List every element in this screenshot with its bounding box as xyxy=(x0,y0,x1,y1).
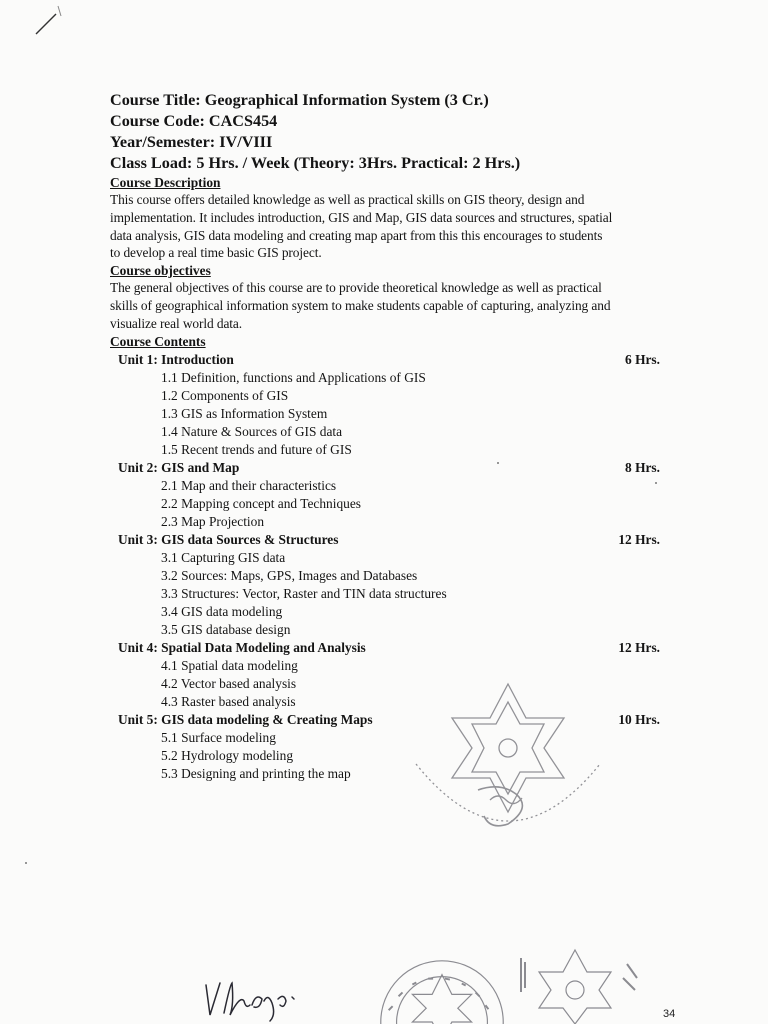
topic-item: 2.2 Mapping concept and Techniques xyxy=(161,495,361,511)
topic-item: 1.2 Components of GIS xyxy=(161,387,289,403)
objectives-line: The general objectives of this course are to provide theoretical knowledge as well as practical xyxy=(110,280,602,296)
topic-item: 5.3 Designing and printing the map xyxy=(161,765,351,781)
topic-item: 5.2 Hydrology modeling xyxy=(161,747,294,763)
topic-item: 1.1 Definition, functions and Applications of GIS xyxy=(161,369,426,385)
course-code: Course Code: CACS454 xyxy=(110,112,278,130)
unit-title: Unit 5: GIS data modeling & Creating Maps xyxy=(118,711,373,727)
objectives-line: visualize real world data. xyxy=(110,315,242,331)
course-contents-heading: Course Contents xyxy=(110,333,206,349)
unit-hours: 12 Hrs. xyxy=(618,531,660,547)
topic-item: 2.3 Map Projection xyxy=(161,513,265,529)
office-seal-stamp xyxy=(408,678,608,838)
unit-hours: 10 Hrs. xyxy=(618,711,660,727)
topic-item: 4.3 Raster based analysis xyxy=(161,693,296,709)
unit-title: Unit 4: Spatial Data Modeling and Analysis xyxy=(118,639,366,655)
topic-item: 5.1 Surface modeling xyxy=(161,729,276,745)
topic-item: 3.5 GIS database design xyxy=(161,621,291,637)
page-number: 34 xyxy=(663,1008,676,1020)
corner-pen-mark xyxy=(30,0,70,40)
round-seal-stamp xyxy=(372,945,512,1024)
unit-title: Unit 1: Introduction xyxy=(118,351,234,367)
unit-1 xyxy=(110,351,680,459)
topic-item: 2.1 Map and their characteristics xyxy=(161,477,337,493)
course-title: Course Title: Geographical Information System (3 Cr.) xyxy=(110,91,489,109)
unit-2 xyxy=(110,459,680,531)
topic-item: 3.3 Structures: Vector, Raster and TIN data structures xyxy=(161,585,447,601)
unit-hours: 6 Hrs. xyxy=(625,351,660,367)
course-objectives-text xyxy=(110,279,680,332)
topic-item: 1.4 Nature & Sources of GIS data xyxy=(161,423,343,439)
unit-header xyxy=(118,351,660,369)
unit-header xyxy=(118,459,660,477)
scan-speck xyxy=(655,482,657,484)
course-objectives-heading: Course objectives xyxy=(110,263,211,279)
topic-item: 3.4 GIS data modeling xyxy=(161,603,283,619)
unit-topics xyxy=(110,477,680,531)
unit-3 xyxy=(110,531,680,639)
scan-speck xyxy=(25,862,27,864)
class-load: Class Load: 5 Hrs. / Week (Theory: 3Hrs. Practical: 2 Hrs.) xyxy=(110,154,521,172)
year-semester: Year/Semester: IV/VIII xyxy=(110,133,273,151)
unit-topics xyxy=(110,549,680,639)
description-line: implementation. It includes introduction, GIS and Map, GIS data sources and structures, spatial xyxy=(110,209,613,225)
unit-hours: 12 Hrs. xyxy=(618,639,660,655)
topic-item: 3.2 Sources: Maps, GPS, Images and Databases xyxy=(161,567,418,583)
unit-title: Unit 2: GIS and Map xyxy=(118,459,240,475)
unit-topics xyxy=(110,369,680,459)
course-description-heading: Course Description xyxy=(110,175,221,190)
handwritten-signature xyxy=(200,975,330,1023)
unit-header xyxy=(118,531,660,549)
description-line: This course offers detailed knowledge as well as practical skills on GIS theory, design and xyxy=(110,192,585,207)
course-description-text xyxy=(110,191,680,262)
unit-hours: 8 Hrs. xyxy=(625,459,660,475)
topic-item: 3.1 Capturing GIS data xyxy=(161,549,286,565)
objectives-line: skills of geographical information system to make students capable of capturing, analyzing and xyxy=(110,297,611,313)
description-line: data analysis, GIS data modeling and creating map apart from this this encourages to students xyxy=(110,227,603,243)
topic-item: 4.2 Vector based analysis xyxy=(161,675,297,691)
topic-item: 1.3 GIS as Information System xyxy=(161,405,328,421)
star-seal-stamp xyxy=(515,938,645,1024)
topic-item: 4.1 Spatial data modeling xyxy=(161,657,298,673)
topic-item: 1.5 Recent trends and future of GIS xyxy=(161,441,352,457)
description-line: to develop a real time basic GIS project. xyxy=(110,245,322,261)
scan-speck xyxy=(497,462,499,464)
unit-title: Unit 3: GIS data Sources & Structures xyxy=(118,531,339,547)
unit-header xyxy=(118,639,660,657)
